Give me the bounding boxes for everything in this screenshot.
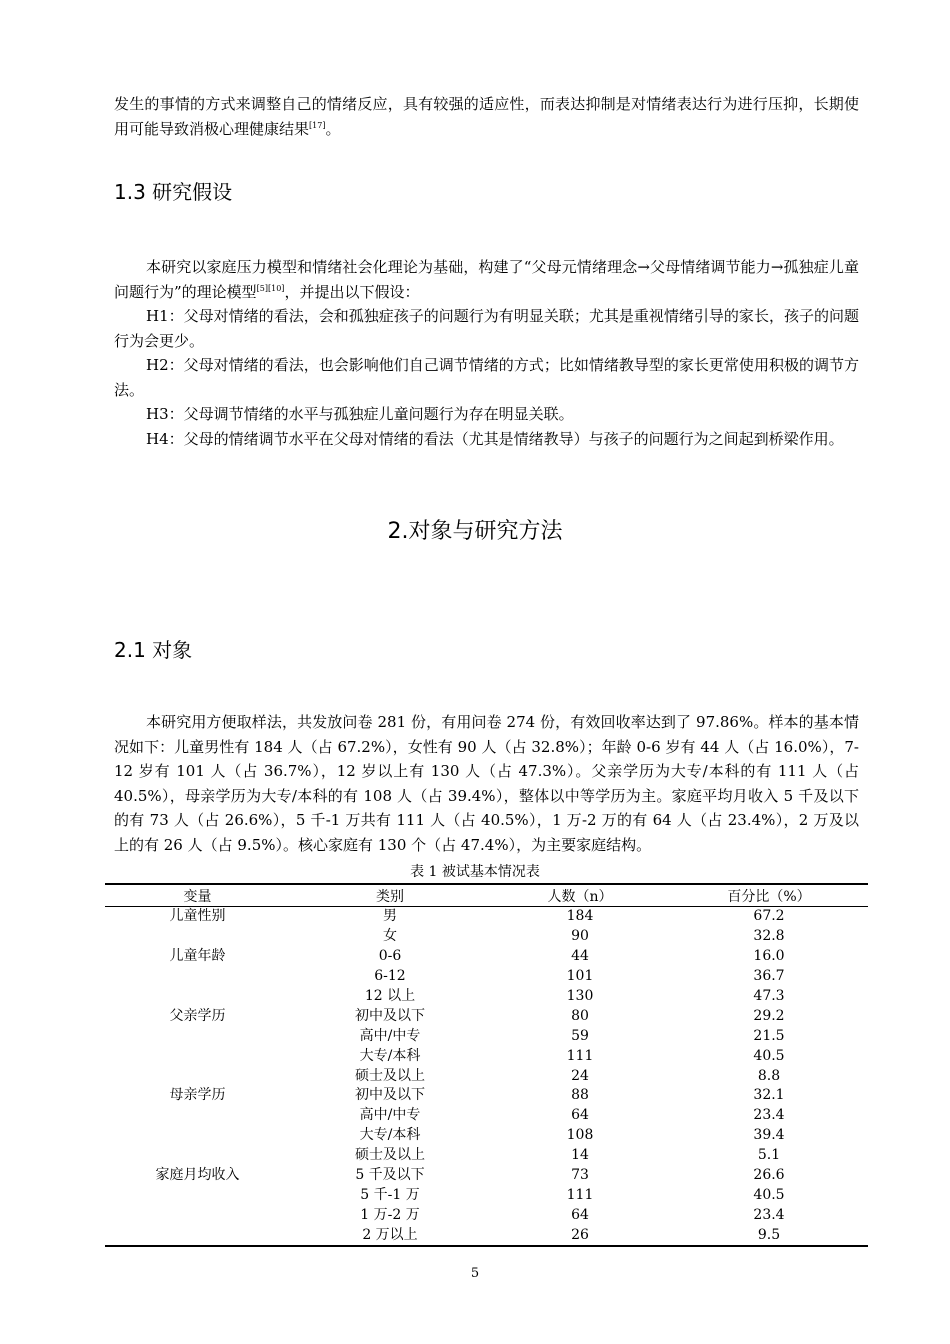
cell-percent: 47.3 [753,988,785,1004]
cell-percent: 23.4 [753,1206,785,1223]
cell-variable [105,1225,290,1246]
table-row [105,1066,868,1086]
table-1-caption: 表 1 被试基本情况表 [410,864,540,880]
header-category: 类别 [290,884,490,907]
cell-variable [105,1026,290,1046]
cell-category: 大专/本科 [359,1127,421,1144]
intro-paragraph [114,92,859,141]
table-row [105,907,868,927]
sample-paragraph: 本研究用方便取样法，共发放问卷 281 份，有用问卷 274 份，有效回收率达到了 97.86%。样本的基本情况如下：儿童男性有 184 人（占 67.2%），女性有 90 人（占 32.8%）；年龄 0-6 岁有 44 人（占 16.0%），7-12 岁有 101 人（占 36.7%），12 岁以上有 130 人（占 47.3%）。父亲学历为大专/本科的有 111 人（占 40.5%），母亲学历为大专/本科的有 108 人（占 39.4%），整体以中等学历为主。家庭平均月收入 5 千及以下的有 73 人（占 26.6%），5 千-1 万共有 111 人（占 40.5%），1 万-2 万的有 64 人（占 23.4%），2 万及以上的有 26 人（占 9.5%）。核心家庭有 130 个（占 47.4%），为主要家庭结构。 [114,713,859,854]
cell-percent: 23.4 [753,1107,785,1124]
citation-5-10: [5][10] [256,283,285,293]
cell-percent: 26.6 [753,1167,785,1184]
cell-variable [105,987,290,1007]
table-row [105,1126,868,1146]
cell-variable [105,1046,290,1066]
table-row [105,1205,868,1225]
cell-variable [105,1146,290,1166]
hypothesis-intro-text: 本研究以家庭压力模型和情绪社会化理论为基础，构建了“父母元情绪理念→父母情绪调节能力→孤独症儿童问题行为”的理论模型 [114,258,859,301]
cell-variable: 家庭月均收入 [155,1167,240,1184]
intro-text: 发生的事情的方式来调整自己的情绪反应，具有较强的适应性，而表达抑制是对情绪表达行为进行压抑，长期使用可能导致消极心理健康结果 [114,95,859,138]
cell-count: 111 [566,1047,594,1064]
citation-17: [17] [309,120,326,130]
hypothesis-h2: H2：父母对情绪的看法，也会影响他们自己调节情绪的方式；比如情绪教导型的家长更常使用积极的调节方法。 [114,356,859,399]
table-row [105,1225,868,1246]
cell-percent: 29.2 [753,1007,785,1024]
cell-category: 初中及以下 [355,1007,425,1024]
cell-category: 12 以上 [364,988,416,1004]
cell-percent: 40.5 [753,1186,785,1203]
cell-category: 高中/中专 [359,1027,421,1044]
cell-count: 130 [566,988,594,1004]
cell-count: 80 [571,1007,589,1024]
table-1-participants [105,883,868,1247]
cell-count: 90 [571,928,589,945]
intro-text-end: 。 [325,119,341,138]
cell-percent: 40.5 [753,1047,785,1064]
cell-category: 高中/中专 [359,1107,421,1124]
cell-category: 0-6 [378,948,402,965]
table-row [105,967,868,987]
section-2-heading: 2.对象与研究方法 [387,519,563,544]
cell-percent: 21.5 [753,1027,785,1044]
hypothesis-h4: H4：父母的情绪调节水平在父母对情绪的看法（尤其是情绪教导）与孩子的问题行为之间起到桥梁作用。 [146,430,844,448]
cell-percent: 8.8 [757,1067,781,1084]
cell-variable [105,1066,290,1086]
cell-variable [105,967,290,987]
cell-category: 6-12 [374,968,406,985]
cell-percent: 16.0 [753,948,785,965]
table-row [105,1166,868,1186]
section-2-1-heading: 2.1 对象 [114,638,193,662]
cell-count: 64 [571,1206,589,1223]
table-row [105,1026,868,1046]
table-row [105,1006,868,1026]
cell-variable [105,927,290,947]
cell-category: 女 [383,928,397,945]
cell-variable [105,1126,290,1146]
hypothesis-intro-text-end: ，并提出以下假设： [284,282,420,301]
table-row [105,1146,868,1166]
cell-category: 男 [383,908,397,925]
hypothesis-h1: H1：父母对情绪的看法，会和孤独症孩子的问题行为有明显关联；尤其是重视情绪引导的家长，孩子的问题行为会更少。 [114,307,859,350]
cell-variable [105,1185,290,1205]
section-1-3-heading: 1.3 研究假设 [114,180,233,204]
page-number: 5 [470,1266,480,1281]
cell-percent: 32.1 [753,1087,785,1104]
header-count: 人数（n） [490,884,670,907]
cell-count: 101 [566,968,594,985]
cell-variable: 儿童性别 [169,908,226,925]
cell-category: 1 万-2 万 [360,1206,420,1223]
cell-count: 64 [571,1107,589,1124]
cell-category: 5 千-1 万 [360,1186,420,1203]
cell-count: 44 [571,948,589,965]
cell-percent: 67.2 [753,908,785,925]
table-row [105,1185,868,1205]
cell-variable: 父亲学历 [169,1007,226,1024]
cell-count: 59 [571,1027,589,1044]
cell-variable [105,1205,290,1225]
cell-category: 硕士及以上 [355,1067,425,1084]
table-row [105,927,868,947]
cell-percent: 39.4 [753,1127,785,1144]
cell-variable [105,1106,290,1126]
cell-percent: 36.7 [753,968,785,985]
cell-count: 88 [571,1087,589,1104]
cell-variable: 儿童年龄 [169,948,226,965]
cell-count: 111 [566,1186,594,1203]
table-row [105,1086,868,1106]
table-row [105,987,868,1007]
cell-category: 硕士及以上 [355,1147,425,1164]
cell-variable: 母亲学历 [169,1087,226,1104]
header-percent: 百分比（%） [670,884,868,907]
hypothesis-intro-paragraph [114,255,859,304]
table-row [105,947,868,967]
cell-percent: 5.1 [757,1147,781,1164]
cell-category: 大专/本科 [359,1047,421,1064]
cell-count: 184 [566,908,594,925]
cell-category: 5 千及以下 [355,1167,425,1184]
cell-count: 73 [571,1167,589,1184]
cell-count: 26 [571,1226,589,1243]
cell-count: 24 [571,1067,589,1084]
table-header-row [105,884,868,907]
hypothesis-h3: H3：父母调节情绪的水平与孤独症儿童问题行为存在明显关联。 [146,405,574,423]
table-row [105,1106,868,1126]
cell-category: 2 万以上 [362,1226,418,1243]
header-variable: 变量 [105,884,290,907]
cell-percent: 32.8 [753,928,785,945]
table-body [105,907,868,1247]
cell-count: 108 [566,1127,594,1144]
cell-count: 14 [571,1147,589,1164]
cell-percent: 9.5 [757,1226,781,1243]
cell-category: 初中及以下 [355,1087,425,1104]
table-row [105,1046,868,1066]
